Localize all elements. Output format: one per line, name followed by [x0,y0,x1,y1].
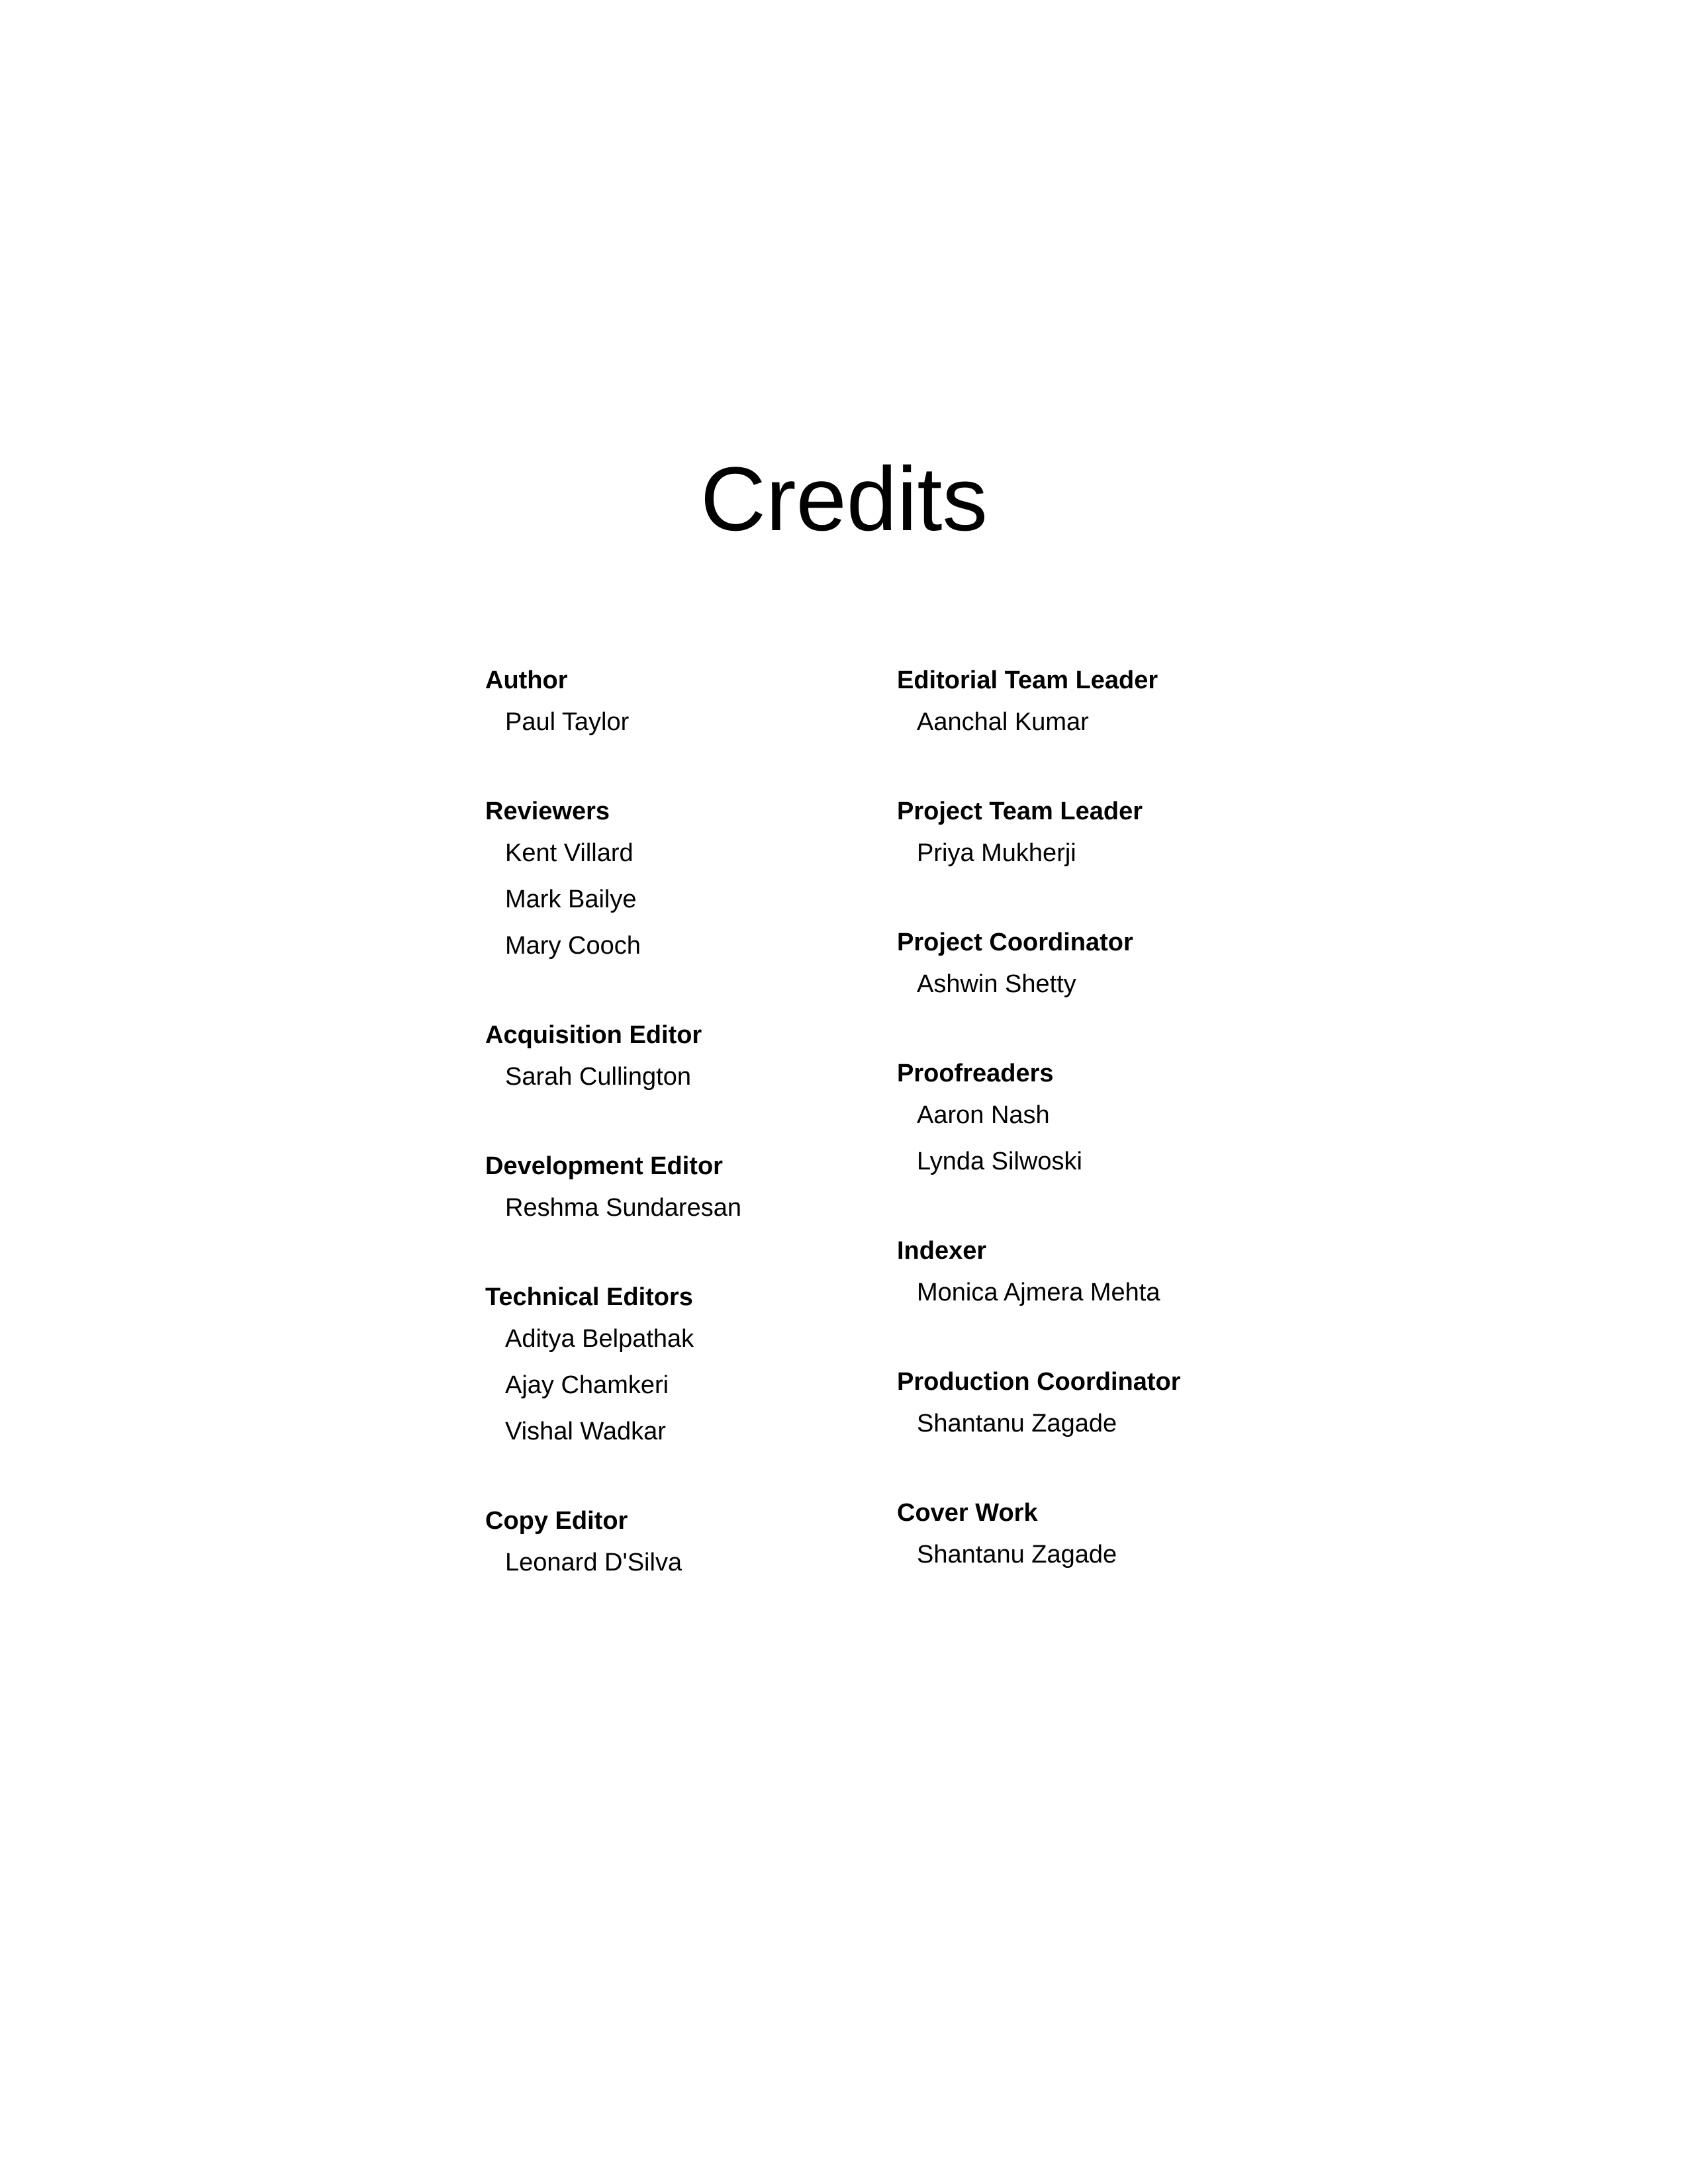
credit-name: Ajay Chamkeri [505,1371,669,1399]
section-heading: Development Editor [485,1152,723,1180]
section-heading: Production Coordinator [897,1368,1181,1396]
credit-section-production-coordinator [897,1362,1294,1447]
credit-name: Shantanu Zagade [917,1410,1117,1437]
credit-name: Priya Mukherji [917,839,1076,867]
credit-name: Aaron Nash [917,1101,1050,1129]
section-heading: Project Team Leader [897,797,1143,825]
credit-section-indexer [897,1231,1294,1316]
credits-column-right [897,660,1294,1624]
section-heading: Proofreaders [897,1060,1054,1087]
credit-name: Mary Cooch [505,932,641,960]
section-heading: Editorial Team Leader [897,666,1158,694]
credit-section-reviewers [485,792,882,969]
credit-section-cover-work [897,1493,1294,1578]
credits-column-left [485,660,882,1632]
section-heading: Technical Editors [485,1283,693,1311]
credit-name: Kent Villard [505,839,633,867]
credit-name: Aanchal Kumar [917,708,1089,736]
credit-name: Lynda Silwoski [917,1148,1082,1175]
credit-name: Vishal Wadkar [505,1418,666,1445]
credit-name: Paul Taylor [505,708,630,736]
section-heading: Author [485,666,568,694]
page-title: Credits [700,449,988,550]
credit-name: Reshma Sundaresan [505,1194,741,1222]
credit-name: Leonard D'Silva [505,1549,682,1576]
credit-section-proofreaders [897,1054,1294,1185]
credit-section-project-team-leader [897,792,1294,876]
credit-name: Sarah Cullington [505,1063,691,1091]
credit-name: Shantanu Zagade [917,1541,1117,1569]
section-heading: Project Coordinator [897,929,1133,956]
credit-section-author [485,660,882,745]
credit-name: Aditya Belpathak [505,1325,694,1353]
credit-name: Monica Ajmera Mehta [917,1279,1160,1306]
credit-section-acquisition-editor [485,1015,882,1100]
credit-name: Mark Bailye [505,886,637,913]
credit-section-project-coordinator [897,923,1294,1007]
credit-section-editorial-team-leader [897,660,1294,745]
credit-name: Ashwin Shetty [917,970,1076,998]
section-heading: Indexer [897,1237,987,1265]
credit-section-copy-editor [485,1501,882,1586]
credit-section-technical-editors [485,1277,882,1455]
section-heading: Acquisition Editor [485,1021,702,1049]
section-heading: Reviewers [485,797,610,825]
credit-section-development-editor [485,1146,882,1231]
section-heading: Copy Editor [485,1507,628,1535]
section-heading: Cover Work [897,1499,1038,1527]
